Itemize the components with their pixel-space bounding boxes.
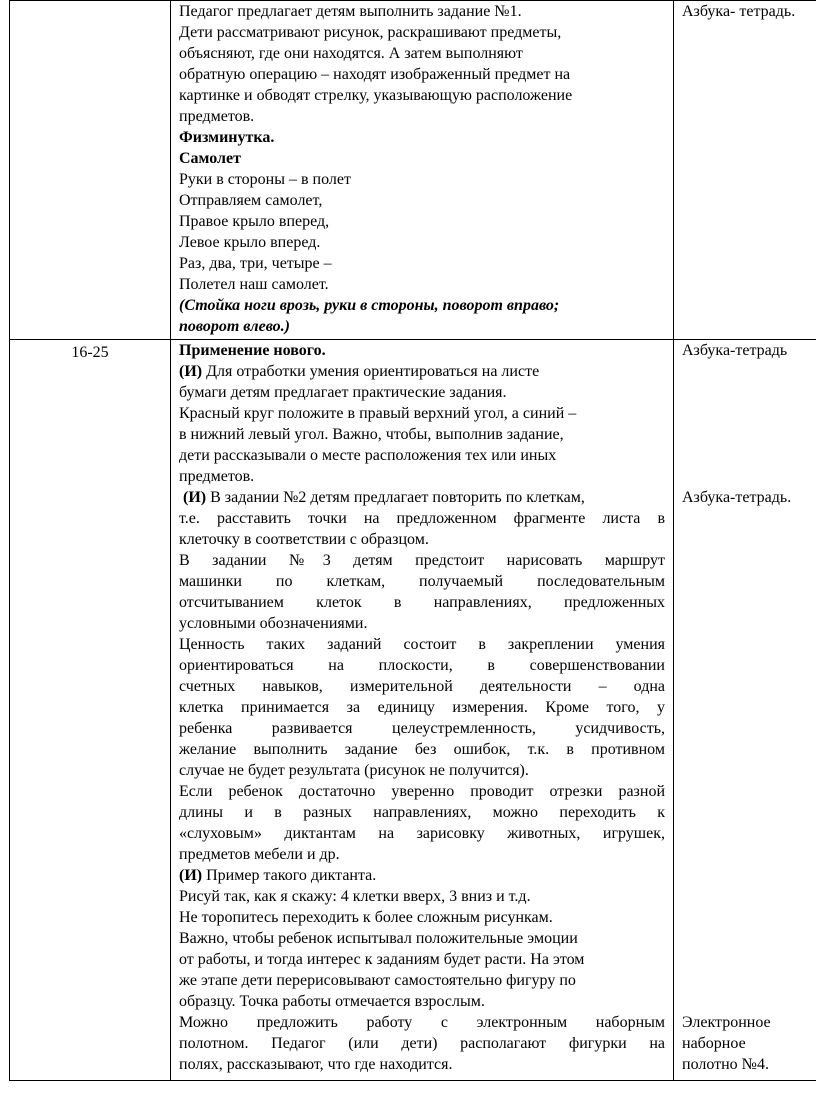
- text-line: Дети рассматривают рисунок, раскрашивают предметы,: [179, 24, 562, 41]
- poem-title: Самолет: [179, 150, 241, 167]
- poem-line: Правое крыло вперед,: [179, 213, 330, 230]
- text-line: В задании №3 детям предстоит нарисовать маршрут: [179, 552, 665, 569]
- text-line: Ценность таких заданий состоит в закреплении умения: [179, 636, 665, 653]
- activity-cell: [171, 340, 674, 1081]
- activity-cell: [171, 1, 674, 340]
- time-cell: 16-25: [10, 340, 171, 1081]
- text-line: образцу. Точка работы отмечается взрослым.: [179, 993, 485, 1010]
- text-fragment: Пример такого диктанта.: [202, 867, 377, 884]
- table-row: [10, 340, 816, 1081]
- text-line: т.е. расставить точки на предложенном фрагменте листа в: [179, 510, 665, 527]
- text-line: [179, 487, 665, 508]
- text-line: в нижний левый угол. Важно, чтобы, выполнив задание,: [179, 426, 564, 443]
- text-line: же этапе дети перерисовывают самостоятельно фигуру по: [179, 972, 576, 989]
- poem-line: Раз, два, три, четыре –: [179, 255, 332, 272]
- text-line: условными обозначениями.: [179, 615, 368, 632]
- text-line: машинки по клеткам, получаемый последовательным: [179, 573, 665, 590]
- text-line: Не торопитесь переходить к более сложным рисункам.: [179, 909, 553, 926]
- text-line: обратную операцию – находят изображенный предмет на: [179, 66, 571, 83]
- material-label: наборное: [682, 1035, 746, 1052]
- poem-line: Руки в стороны – в полет: [179, 171, 351, 188]
- time-cell: [10, 1, 171, 340]
- material-label: Азбука-тетрадь: [682, 342, 788, 359]
- text-line: предметов мебели и др.: [179, 846, 340, 863]
- text-line: полотном. Педагог (или дети) располагают фигурки на: [179, 1035, 665, 1052]
- text-line: Педагог предлагает детям выполнить задание №1.: [179, 3, 522, 20]
- text-line: Важно, чтобы ребенок испытывал положительные эмоции: [179, 930, 578, 947]
- text-line: объясняют, где они находятся. А затем выполняют: [179, 45, 523, 62]
- exercise-note: поворот влево.): [179, 318, 291, 335]
- text-line: от работы, и тогда интерес к заданиям будет расти. На этом: [179, 951, 585, 968]
- material-cell: [674, 1, 816, 340]
- text-line: полях, рассказывают, что где находится.: [179, 1056, 453, 1073]
- text-line: Если ребенок достаточно уверенно проводит отрезки разной: [179, 783, 665, 800]
- material-label: Азбука-тетрадь.: [682, 489, 792, 506]
- text-line: ребенка развивается целеустремленность, усидчивость,: [179, 720, 665, 737]
- material-label: полотно №4.: [682, 1056, 769, 1073]
- text-line: «слуховым» диктантам на зарисовку животных, игрушек,: [179, 825, 665, 842]
- text-line: счетных навыков, измерительной деятельности – одна: [179, 678, 665, 695]
- text-line: [179, 361, 665, 382]
- text-line: предметов.: [179, 468, 255, 485]
- text-fragment: Для отработки умения ориентироваться на листе: [202, 363, 540, 380]
- text-line: случае не будет результата (рисунок не получится).: [179, 762, 529, 779]
- text-line: ориентироваться на плоскости, в совершенствовании: [179, 657, 665, 674]
- text-line: Красный круг положите в правый верхний угол, а синий –: [179, 405, 577, 422]
- text-line: клетка принимается за единицу измерения. Кроме того, у: [179, 699, 665, 716]
- material-label: Азбука- тетрадь.: [682, 3, 796, 20]
- text-line: длины и в разных направлениях, можно переходить к: [179, 804, 665, 821]
- text-line: [179, 865, 665, 886]
- material-label: Электронное: [682, 1014, 771, 1031]
- text-line: Можно предложить работу с электронным наборным: [179, 1014, 665, 1031]
- text-line: предметов.: [179, 108, 255, 125]
- table-row: [10, 1, 816, 340]
- poem-line: Отправляем самолет,: [179, 192, 323, 209]
- lesson-table: [9, 0, 816, 1081]
- individual-marker: (И): [179, 363, 203, 380]
- text-line: дети рассказывали о месте расположения тех или иных: [179, 447, 557, 464]
- text-fragment: В задании №2 детям предлагает повторить по клеткам,: [206, 489, 585, 506]
- text-line: Рисуй так, как я скажу: 4 клетки вверх, 3 вниз и т.д.: [179, 888, 531, 905]
- section-heading: Применение нового.: [179, 342, 326, 359]
- section-heading: Физминутка.: [179, 129, 275, 146]
- text-line: отсчитыванием клеток в направлениях, предложенных: [179, 594, 665, 611]
- poem-line: Полетел наш самолет.: [179, 276, 329, 293]
- exercise-note: (Стойка ноги врозь, руки в стороны, поворот вправо;: [179, 297, 560, 314]
- text-line: картинке и обводят стрелку, указывающую расположение: [179, 87, 573, 104]
- material-block: [682, 1012, 771, 1075]
- text-line: желание выполнить задание без ошибок, т.к. в противном: [179, 741, 665, 758]
- text-line: бумаги детям предлагает практические задания.: [179, 384, 507, 401]
- poem-line: Левое крыло вперед.: [179, 234, 321, 251]
- individual-marker: (И): [183, 489, 207, 506]
- material-cell: [674, 340, 816, 1081]
- individual-marker: (И): [179, 867, 203, 884]
- text-line: клеточку в соответствии с образцом.: [179, 531, 429, 548]
